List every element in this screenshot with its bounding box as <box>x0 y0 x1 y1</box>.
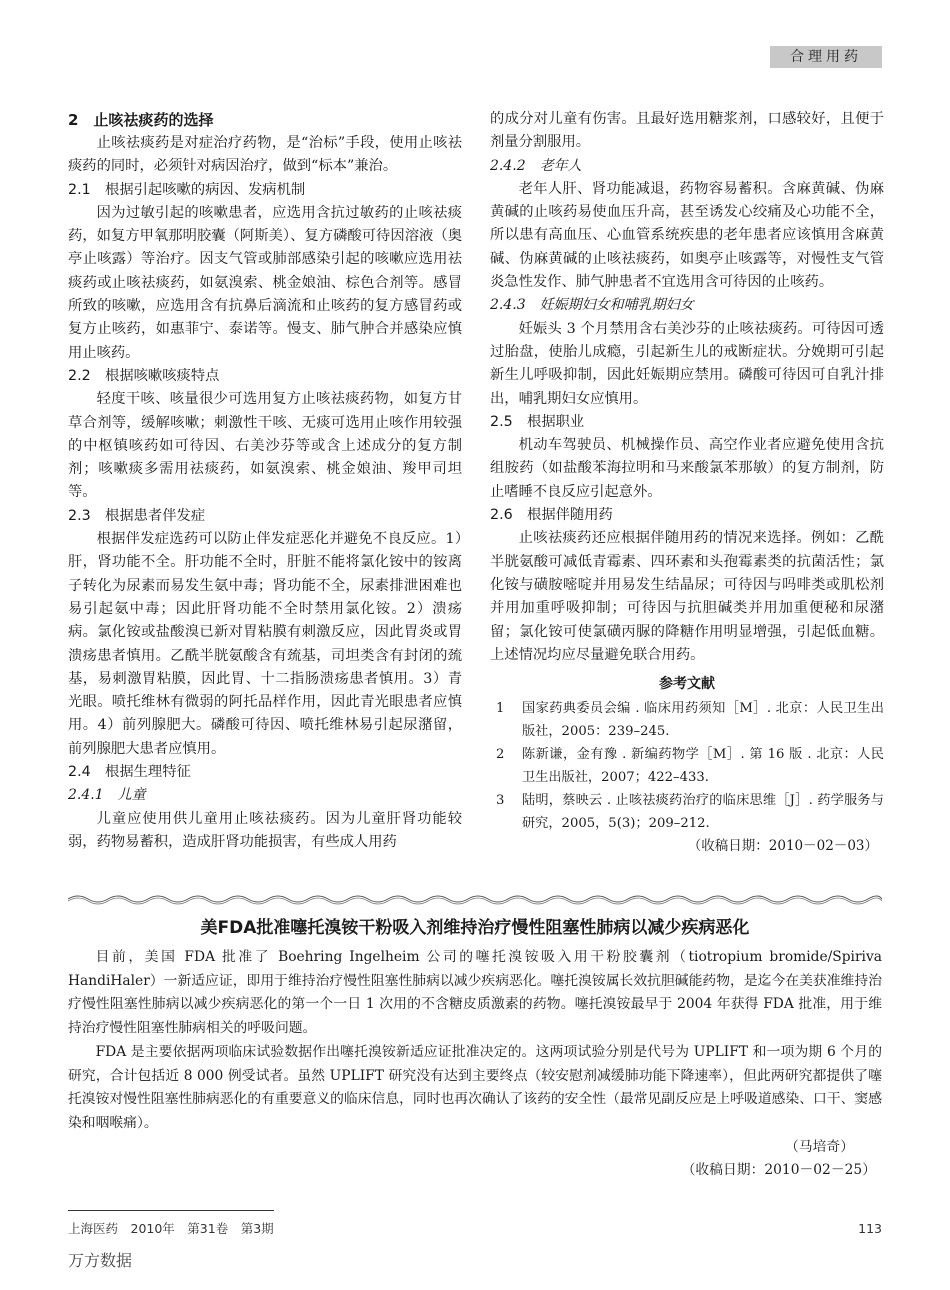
reference-item <box>490 743 884 789</box>
paragraph: 儿童应使用供儿童用止咳祛痰药。因为儿童肝肾功能较弱，药物易蓄积，造成肝肾功能损害，有些成人用药 <box>68 810 462 850</box>
subsection-heading: 2.5 根据职业 <box>490 413 585 430</box>
paragraph: 的成分对儿童有伤害。且最好选用糖浆剂，口感较好，且便于剂量分割服用。 <box>490 111 884 151</box>
received-date: （收稿日期：2010－02－25） <box>681 1162 876 1179</box>
left-column <box>68 108 462 854</box>
paragraph: 因为过敏引起的咳嗽患者，应选用含抗过敏药的止咳祛痰药，如复方甲氧那明胶囊（阿斯美）、复方磷酸可待因溶液（奥亭止咳露）等治疗。因支气管或肺部感染引起的咳嗽应选用祛痰药或止咳祛痰药，如氨溴索、桃金娘油、棕色合剂等。感冒所致的咳嗽，应选用含有抗鼻后滴流和止咳药的复方感冒药或复方止咳药，如惠菲宁、泰诺等。慢支、肺气肿合并感染应慎用止咳药。 <box>68 204 462 361</box>
wavy-divider <box>68 893 882 905</box>
subsection-heading: 2.3 根据患者伴发症 <box>68 507 206 524</box>
paragraph: 止咳祛痰药还应根据伴随用药的情况来选择。例如：乙酰半胱氨酸可减低青霉素、四环素和头孢霉素类的抗菌活性；氯化铵与磺胺嘧啶并用易发生结晶尿；可待因与吗啡类或肌松剂并用加重呼吸抑制；可待因与抗胆碱类并用加重便秘和尿潴留；氯化铵可使氯磺丙脲的降糖作用明显增强，引起低血糖。上述情况均应尽量避免联合用药。 <box>490 530 884 663</box>
reference-text: 陆明，蔡映云 . 止咳祛痰药治疗的临床思维［J］. 药学服务与研究，2005，5(3)；209–212. <box>522 793 884 832</box>
footer-rule <box>68 1210 274 1211</box>
subsubsection-heading: 2.4.1 儿童 <box>68 787 146 804</box>
references-heading: 参考文献 <box>659 676 715 693</box>
subsubsection-heading: 2.4.3 妊娠期妇女和哺乳期妇女 <box>490 297 694 314</box>
paragraph: 机动车驾驶员、机械操作员、高空作业者应避免使用含抗组胺药（如盐酸苯海拉明和马来酸氯苯那敏）的复方制剂，防止嗜睡不良反应引起意外。 <box>490 437 884 500</box>
reference-number: 3 <box>496 793 505 809</box>
page-number: 113 <box>858 1221 882 1236</box>
section-tag: 合理用药 <box>770 46 882 68</box>
journal-info: 上海医药 2010年 第31卷 第3期 <box>68 1221 274 1236</box>
reference-item <box>490 697 884 743</box>
watermark: 万方数据 <box>68 1251 133 1270</box>
reference-text: 国家药典委员会编 . 临床用药须知［M］. 北京：人民卫生出版社，2005：239–245. <box>522 701 884 740</box>
paragraph: FDA 是主要依据两项临床试验数据作出噻托溴铵新适应证批准决定的。这两项试验分别是代号为 UPLIFT 和一项为期 6 个月的研究，合计包括近 8 000 例受试者。虽然 UPLIFT 研究没有达到主要终点（较安慰剂减缓肺功能下降速率），但此两研究都提供了噻托溴铵对慢性阻塞性肺病恶化的有重要意义的临床信息，同时也再次确认了该药的安全性（最常见副反应是上呼吸道感染、口干、窦感染和咽喉痛）。 <box>68 1043 883 1131</box>
paragraph: 轻度干咳、咳量很少可选用复方止咳祛痰药物，如复方甘草合剂等，缓解咳嗽；刺激性干咳、无痰可选用止咳作用较强的中枢镇咳药如可待因、右美沙芬等或含上述成分的复方制剂；咳嗽痰多需用祛痰药，如氨溴索、桃金娘油、羧甲司坦等。 <box>68 391 462 501</box>
subsection-heading: 2.1 根据引起咳嗽的病因、发病机制 <box>68 181 306 198</box>
right-column <box>490 108 884 858</box>
reference-number: 1 <box>496 701 505 717</box>
subsection-heading: 2.4 根据生理特征 <box>68 764 191 781</box>
subsection-heading: 2.6 根据伴随用药 <box>490 507 613 524</box>
paragraph: 止咳祛痰药是对症治疗药物，是“治标”手段，使用止咳祛痰药的同时，必须针对病因治疗，做到“标本”兼治。 <box>68 135 462 175</box>
reference-text: 陈新谦，金有豫 . 新编药物学［M］. 第 16 版 . 北京：人民卫生出版社，2007；422–433. <box>522 747 884 786</box>
news-author: （马培奇） <box>785 1138 854 1155</box>
paragraph: 目前，美国 FDA 批准了 Boehring Ingelheim 公司的噻托溴铵吸入用干粉胶囊剂（tiotropium bromide/Spiriva HandiHaler）一新适应证，即用于维持治疗慢性阻塞性肺病以减少疾病恶化。噻托溴铵属长效抗胆碱能药物，是迄今在美获准维持治疗慢性阻塞性肺病以减少疾病恶化的第一个一日 1 次用的不含糖皮质激素的药物。噻托溴铵最早于 2004 年获得 FDA 批准，用于维持治疗慢性阻塞性肺病相关的呼吸问题。 <box>68 949 882 1037</box>
subsection-heading: 2.2 根据咳嗽咳痰特点 <box>68 367 220 384</box>
paragraph: 妊娠头 3 个月禁用含右美沙芬的止咳祛痰药。可待因可透过胎盘，使胎儿成瘾，引起新生儿的戒断症状。分娩期可引起新生儿呼吸抑制，因此妊娠期应禁用。磷酸可待因可自乳汁排出，哺乳期妇女应慎用。 <box>490 320 884 407</box>
subsubsection-heading: 2.4.2 老年人 <box>490 157 582 174</box>
reference-number: 2 <box>496 747 505 763</box>
received-date: （收稿日期：2010－02－03） <box>687 838 878 855</box>
section-heading: 2 止咳祛痰药的选择 <box>68 111 214 129</box>
news-body <box>68 946 882 1183</box>
paragraph: 老年人肝、肾功能减退，药物容易蓄积。含麻黄碱、伪麻黄碱的止咳药易使血压升高，甚至诱发心绞痛及心功能不全，所以患有高血压、心血管系统疾患的老年患者应该慎用含麻黄碱、伪麻黄碱的止咳祛痰药，如奥亭止咳露等，对慢性支气管炎急性发作、肺气肿患者不宜选用含可待因的止咳药。 <box>490 180 884 291</box>
paragraph: 根据伴发症选药可以防止伴发症恶化并避免不良反应。1）肝，肾功能不全。肝功能不全时，肝脏不能将氯化铵中的铵离子转化为尿素而易发生氨中毒；肾功能不全，尿素排泄困难也易引起氨中毒；因此肝肾功能不全时禁用氯化铵。2）溃疡病。氯化铵或盐酸溴已新对胃粘膜有刺激反应，因此胃炎或胃溃疡患者慎用。乙酰半胱氨酸含有巯基，司坦类含有封闭的巯基，易刺激胃粘膜，因此胃、十二指肠溃疡患者慎用。3）青光眼。喷托维林有微弱的阿托品样作用，因此青光眼患者应慎用。4）前列腺肥大。磷酸可待因、喷托维林易引起尿潴留，前列腺肥大患者应慎用。 <box>68 531 462 757</box>
reference-item <box>490 789 884 835</box>
news-title: 美FDA批准噻托溴铵干粉吸入剂维持治疗慢性阻塞性肺病以减少疾病恶化 <box>200 918 750 938</box>
